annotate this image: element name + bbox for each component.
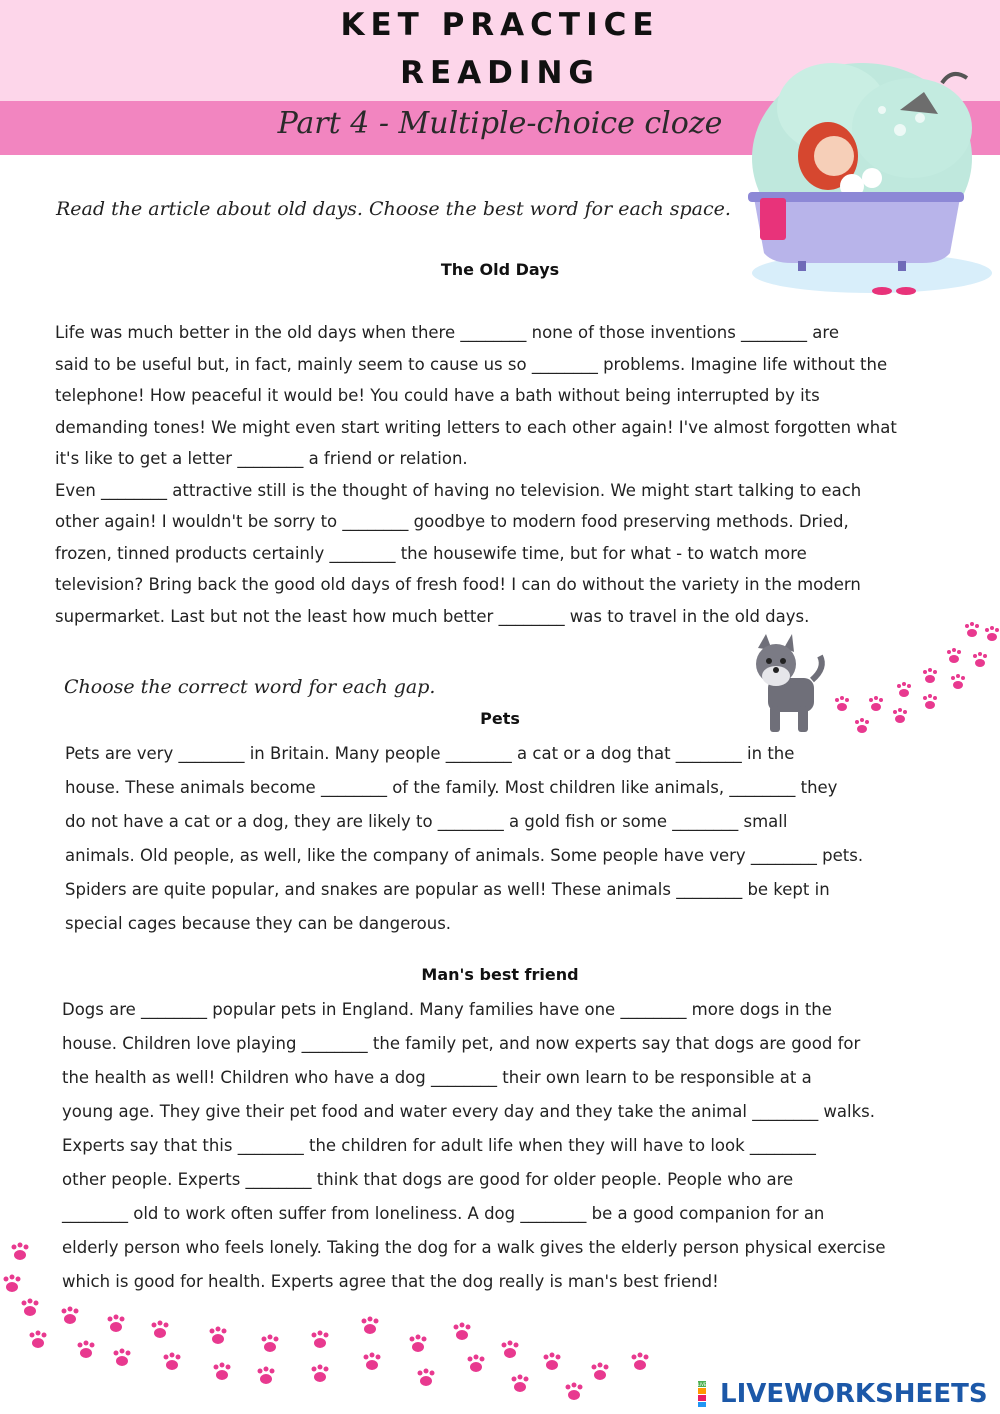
heading-pets: Pets	[480, 709, 520, 728]
page-title-line-1: KET PRACTICE	[340, 7, 660, 43]
page-title-line-2: READING	[400, 55, 600, 91]
text-line: Spiders are quite popular, and snakes are popular as well! These animals ________ be kept in	[65, 880, 830, 899]
text-line: elderly person who feels lonely. Taking the dog for a walk gives the elderly person physical exercise	[62, 1238, 886, 1257]
heading-old-days: The Old Days	[440, 260, 560, 279]
paw-prints-right	[820, 618, 1000, 748]
text-line: animals. Old people, as well, like the company of animals. Some people have very ________ pets.	[65, 846, 864, 865]
text-line: house. Children love playing ________ the family pet, and now experts say that dogs are good for	[62, 1034, 861, 1053]
text-line: frozen, tinned products certainly ________ the housewife time, but for what - to watch more	[55, 543, 807, 563]
text-line: do not have a cat or a dog, they are likely to ________ a gold fish or some ________ small	[65, 812, 788, 831]
text-line: the health as well! Children who have a dog ________ their own learn to be responsible at a	[62, 1068, 812, 1087]
text-line: other people. Experts ________ think that dogs are good for older people. People who are	[62, 1170, 794, 1189]
text-line: Pets are very ________ in Britain. Many people ________ a cat or a dog that ________ in the	[65, 744, 795, 763]
logo-mark-text: LIVE	[697, 1382, 707, 1387]
text-line: ________ old to work often suffer from loneliness. A dog ________ be a good companion for an	[62, 1204, 825, 1223]
text-line: supermarket. Last but not the least how much better ________ was to travel in the old days.	[55, 606, 810, 626]
text-line: Dogs are ________ popular pets in England. Many families have one ________ more dogs in the	[62, 1000, 832, 1019]
text-line: telephone! How peaceful it would be! You could have a bath without being interrupted by its	[55, 386, 820, 405]
text-line: other again! I wouldn't be sorry to ________ goodbye to modern food preserving methods. Dried,	[55, 512, 849, 531]
article-pets	[65, 737, 965, 941]
text-line: which is good for health. Experts agree that the dog really is man's best friend!	[62, 1272, 719, 1291]
text-line: young age. They give their pet food and water every day and they take the animal ________ walks.	[62, 1102, 876, 1121]
article-old-days	[55, 317, 975, 632]
text-line: Experts say that this ________ the children for adult life when they will have to look ________	[62, 1136, 816, 1155]
text-line: demanding tones! We might even start writing letters to each other again! I've almost forgotten what	[55, 417, 897, 437]
instruction-old-days: Read the article about old days. Choose the best word for each space.	[56, 198, 731, 220]
text-line: it's like to get a letter ________ a friend or relation.	[55, 449, 468, 468]
heading-mans-best-friend: Man's best friend	[421, 965, 579, 984]
paw-prints-bottom	[0, 1210, 680, 1410]
liveworksheets-mark-icon	[697, 1380, 717, 1408]
text-line: house. These animals become ________ of the family. Most children like animals, ________ they	[65, 778, 838, 797]
instruction-pets: Choose the correct word for each gap.	[64, 676, 436, 698]
text-line: television? Bring back the good old days of fresh food! I can do without the variety in the modern	[55, 575, 861, 594]
text-line: said to be useful but, in fact, mainly seem to cause us so ________ problems. Imagine life without the	[55, 354, 888, 374]
text-line: Life was much better in the old days when there ________ none of those inventions ________ are	[55, 323, 839, 342]
text-line: Even ________ attractive still is the thought of having no television. We might start talking to each	[55, 480, 862, 500]
text-line: special cages because they can be dangerous.	[65, 914, 452, 933]
logo-text: LIVEWORKSHEETS	[720, 1379, 988, 1409]
liveworksheets-logo[interactable]	[697, 1378, 988, 1410]
page-subtitle: Part 4 - Multiple-choice cloze	[277, 106, 723, 141]
